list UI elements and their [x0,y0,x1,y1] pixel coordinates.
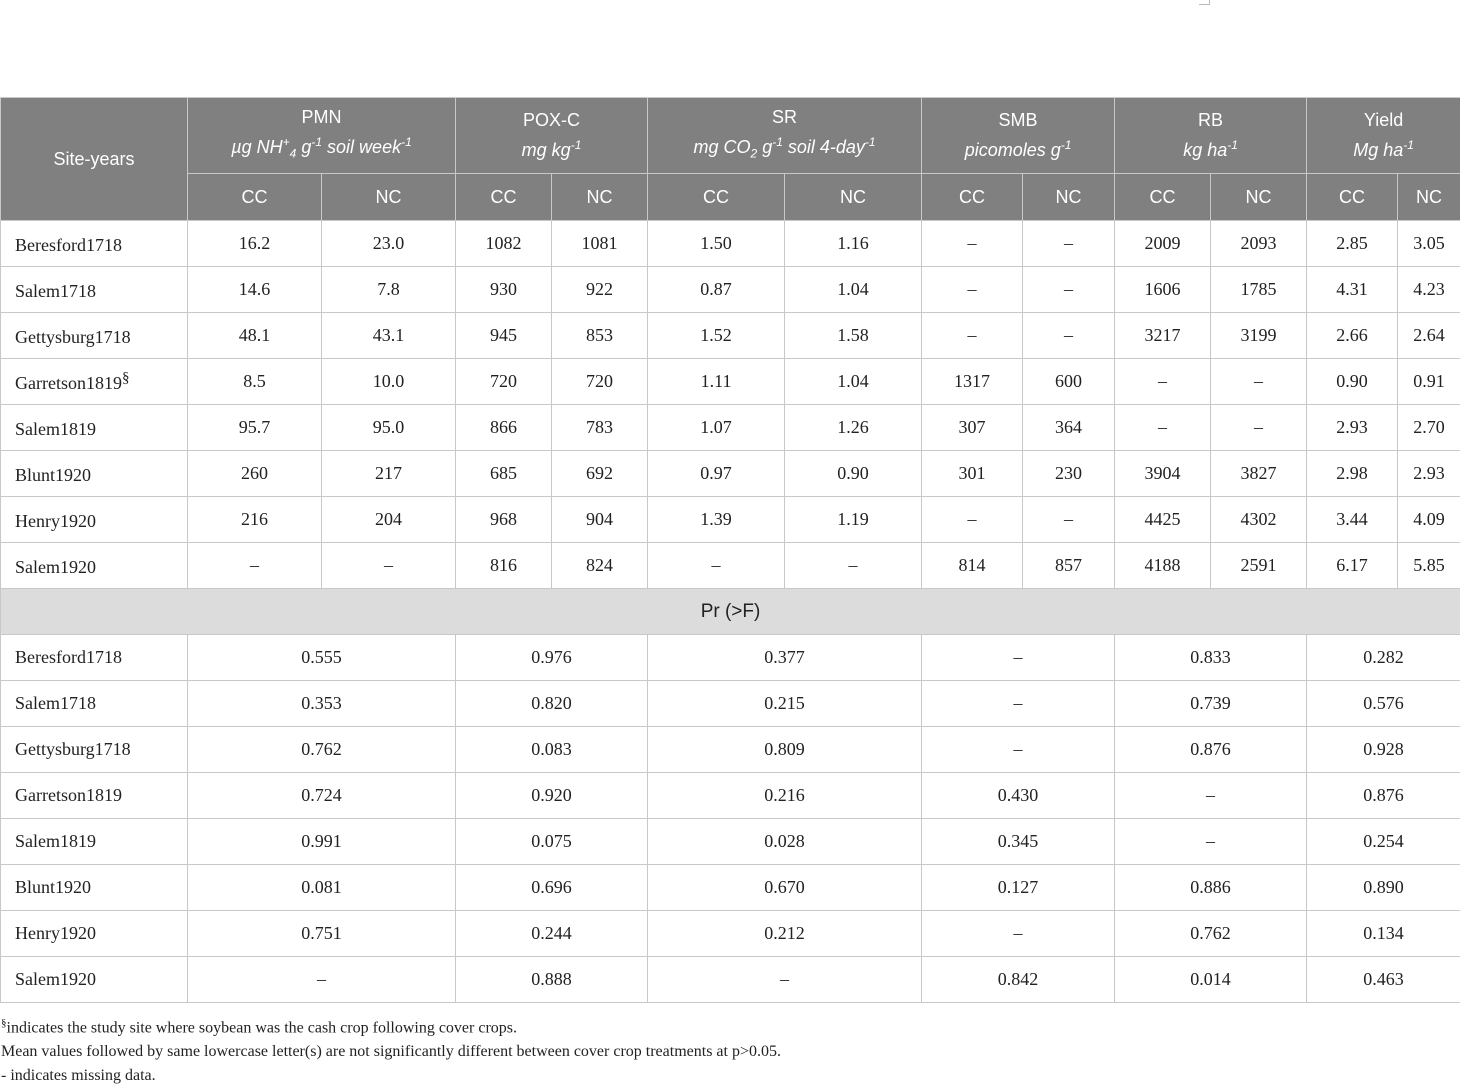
cell-rb-cc: 1606 [1115,267,1211,313]
cell-pmn-p: 0.991 [188,819,456,865]
rb-unit: kg $ha^{-1}$ [1115,133,1306,163]
cell-sr-cc: 0.97 [648,451,785,497]
row-site: Henry1920 [1,497,188,543]
table-row [1,819,1460,865]
poxc-name: POX-C [456,108,647,133]
cell-poxc-nc: 720 [552,359,648,405]
cell-rb-p: 0.014 [1115,957,1307,1003]
cell-pmn-cc: 16.2 [188,221,322,267]
footnote-soybean: §indicates the study site where soybean was the cash crop following cover crops. [1,1011,1460,1040]
row-site: Garretson1819 [1,773,188,819]
row-site: Salem1920 [1,957,188,1003]
table-row [1,957,1460,1003]
cell-rb-nc: – [1211,359,1307,405]
cell-pmn-nc: 23.0 [322,221,456,267]
row-site: Henry1920 [1,911,188,957]
cell-poxc-nc: 1081 [552,221,648,267]
header-nc: NC [785,174,922,221]
cell-poxc-p: 0.976 [456,635,648,681]
cell-pmn-cc: 95.7 [188,405,322,451]
cell-poxc-cc: 1082 [456,221,552,267]
cell-yield-nc: 2.93 [1398,451,1460,497]
cell-pmn-cc: 216 [188,497,322,543]
cell-yield-p: 0.928 [1307,727,1460,773]
cell-smb-p: 0.842 [922,957,1115,1003]
cell-pmn-cc: 8.5 [188,359,322,405]
cell-sr-cc: 1.11 [648,359,785,405]
cell-sr-p: 0.028 [648,819,922,865]
header-smb [922,98,1115,174]
cell-yield-p: 0.576 [1307,681,1460,727]
cell-poxc-cc: 816 [456,543,552,589]
cell-smb-nc: – [1023,313,1115,359]
row-site: Gettysburg1718 [1,313,188,359]
sr-unit: mg $CO_2$ $g^{-1}$ soil 4-day$^{-1}$ [648,130,921,167]
cell-rb-nc: 4302 [1211,497,1307,543]
cell-rb-nc: 3199 [1211,313,1307,359]
poxc-unit: mg $kg^{-1}$ [456,133,647,163]
cell-yield-p: 0.463 [1307,957,1460,1003]
footnote-missing: - indicates missing data. [1,1064,1460,1088]
cell-smb-p: – [922,635,1115,681]
yield-name: Yield [1307,108,1460,133]
header-cc: CC [456,174,552,221]
table-row [1,727,1460,773]
cell-sr-cc: 0.87 [648,267,785,313]
cell-poxc-nc: 904 [552,497,648,543]
row-site: Beresford1718 [1,635,188,681]
cell-poxc-cc: 945 [456,313,552,359]
cell-smb-nc: – [1023,221,1115,267]
cell-smb-p: – [922,681,1115,727]
cell-yield-cc: 2.98 [1307,451,1398,497]
cell-poxc-nc: 853 [552,313,648,359]
cell-smb-nc: 364 [1023,405,1115,451]
cell-pmn-cc: – [188,543,322,589]
cell-smb-cc: – [922,313,1023,359]
cell-pmn-cc: 260 [188,451,322,497]
cell-rb-cc: 3217 [1115,313,1211,359]
table-row [1,865,1460,911]
cell-smb-cc: 307 [922,405,1023,451]
table-footnotes [0,1003,1460,1088]
header-cc: CC [648,174,785,221]
cell-pmn-nc: 10.0 [322,359,456,405]
cell-smb-nc: 600 [1023,359,1115,405]
smb-unit: picomoles $g^{-1}$ [922,133,1114,163]
cell-sr-p: 0.212 [648,911,922,957]
table-row [1,911,1460,957]
cell-yield-cc: 3.44 [1307,497,1398,543]
cell-rb-nc: 2591 [1211,543,1307,589]
cell-rb-nc: 3827 [1211,451,1307,497]
cell-rb-cc: – [1115,359,1211,405]
cell-yield-nc: 2.64 [1398,313,1460,359]
cell-smb-nc: – [1023,267,1115,313]
cell-sr-p: 0.377 [648,635,922,681]
cell-sr-cc: 1.52 [648,313,785,359]
cell-sr-p: 0.216 [648,773,922,819]
cell-pmn-p: 0.555 [188,635,456,681]
cell-smb-cc: – [922,497,1023,543]
top-margin [0,0,1460,97]
cell-rb-cc: 4188 [1115,543,1211,589]
cell-poxc-nc: 922 [552,267,648,313]
cell-smb-p: 0.127 [922,865,1115,911]
cell-poxc-p: 0.820 [456,681,648,727]
cell-yield-nc: 0.91 [1398,359,1460,405]
cell-sr-nc: 1.58 [785,313,922,359]
header-poxc [456,98,648,174]
cell-pmn-p: 0.724 [188,773,456,819]
cell-smb-cc: – [922,267,1023,313]
cell-pmn-nc: 95.0 [322,405,456,451]
row-site: Salem1819 [1,819,188,865]
cell-sr-p: 0.215 [648,681,922,727]
cell-yield-p: 0.890 [1307,865,1460,911]
row-site: Blunt1920 [1,451,188,497]
cell-rb-nc: 1785 [1211,267,1307,313]
cell-sr-p: 0.809 [648,727,922,773]
header-sr [648,98,922,174]
cell-yield-cc: 4.31 [1307,267,1398,313]
cell-yield-nc: 2.70 [1398,405,1460,451]
row-site: Gettysburg1718 [1,727,188,773]
cell-rb-cc: – [1115,405,1211,451]
cell-yield-cc: 6.17 [1307,543,1398,589]
row-site: Garretson1819§ [1,359,188,405]
header-cc: CC [1115,174,1211,221]
cell-rb-nc: 2093 [1211,221,1307,267]
cell-smb-p: – [922,911,1115,957]
cell-rb-p: 0.833 [1115,635,1307,681]
page-corner-mark [1199,0,1210,5]
cell-yield-p: 0.282 [1307,635,1460,681]
table-row [1,635,1460,681]
cell-sr-nc: 1.19 [785,497,922,543]
cell-yield-cc: 2.93 [1307,405,1398,451]
header-cc: CC [188,174,322,221]
cell-poxc-p: 0.696 [456,865,648,911]
cell-pmn-cc: 14.6 [188,267,322,313]
cell-rb-cc: 3904 [1115,451,1211,497]
header-cc: CC [1307,174,1398,221]
cell-smb-p: – [922,727,1115,773]
cell-sr-nc: – [785,543,922,589]
pmn-unit: µg $NH^+_4$ $g^{-1}$ soil week$^{-1}$ [188,130,455,167]
table-row [1,543,1460,589]
cell-pmn-p: 0.751 [188,911,456,957]
cell-sr-p: 0.670 [648,865,922,911]
cell-poxc-cc: 968 [456,497,552,543]
header-rb [1115,98,1307,174]
header-pmn [188,98,456,174]
cell-poxc-p: 0.888 [456,957,648,1003]
cell-smb-nc: – [1023,497,1115,543]
row-site: Salem1920 [1,543,188,589]
cell-rb-p: 0.739 [1115,681,1307,727]
cell-sr-nc: 1.26 [785,405,922,451]
table-row [1,773,1460,819]
cell-poxc-cc: 685 [456,451,552,497]
cell-poxc-p: 0.083 [456,727,648,773]
header-nc: NC [322,174,456,221]
row-site: Blunt1920 [1,865,188,911]
header-nc: NC [552,174,648,221]
header-nc: NC [1211,174,1307,221]
cell-sr-cc: 1.50 [648,221,785,267]
cell-sr-p: – [648,957,922,1003]
section-row-probability [1,589,1460,635]
header-cc: CC [922,174,1023,221]
cell-poxc-cc: 720 [456,359,552,405]
table-row [1,681,1460,727]
cell-sr-nc: 0.90 [785,451,922,497]
cell-yield-cc: 2.66 [1307,313,1398,359]
yield-unit: Mg $ha^{-1}$ [1307,133,1460,163]
cell-smb-cc: 301 [922,451,1023,497]
cell-rb-p: 0.886 [1115,865,1307,911]
cell-rb-nc: – [1211,405,1307,451]
cell-pmn-cc: 48.1 [188,313,322,359]
header-yield [1307,98,1460,174]
cell-poxc-cc: 866 [456,405,552,451]
table-row [1,451,1460,497]
cell-sr-cc: 1.39 [648,497,785,543]
cell-rb-p: 0.876 [1115,727,1307,773]
sr-name: SR [648,105,921,130]
table-row [1,497,1460,543]
cell-sr-cc: 1.07 [648,405,785,451]
row-site: Salem1718 [1,267,188,313]
cell-pmn-nc: – [322,543,456,589]
cell-pmn-p: 0.762 [188,727,456,773]
cell-smb-p: 0.345 [922,819,1115,865]
header-row-treatments [1,174,1460,221]
row-site: Beresford1718 [1,221,188,267]
cell-pmn-p: 0.081 [188,865,456,911]
cell-pmn-nc: 204 [322,497,456,543]
cell-poxc-nc: 692 [552,451,648,497]
cell-pmn-nc: 217 [322,451,456,497]
smb-name: SMB [922,108,1114,133]
cell-rb-p: 0.762 [1115,911,1307,957]
cell-smb-cc: 1317 [922,359,1023,405]
table-row [1,267,1460,313]
cell-sr-cc: – [648,543,785,589]
cell-poxc-cc: 930 [456,267,552,313]
results-table [0,97,1460,1003]
cell-pmn-p: – [188,957,456,1003]
header-nc: NC [1023,174,1115,221]
cell-pmn-nc: 43.1 [322,313,456,359]
cell-poxc-nc: 824 [552,543,648,589]
cell-yield-cc: 2.85 [1307,221,1398,267]
header-row-variables [1,98,1460,174]
cell-rb-cc: 4425 [1115,497,1211,543]
footnote-significance: Mean values followed by same lowercase letter(s) are not significantly different between cover crop treatments at p>0.05. [1,1040,1460,1064]
cell-smb-cc: – [922,221,1023,267]
cell-poxc-p: 0.920 [456,773,648,819]
section-label: Pr (>F) [1,589,1460,635]
table-row [1,221,1460,267]
cell-yield-p: 0.876 [1307,773,1460,819]
cell-poxc-p: 0.075 [456,819,648,865]
cell-rb-p: – [1115,819,1307,865]
pmn-name: PMN [188,105,455,130]
cell-yield-nc: 3.05 [1398,221,1460,267]
header-site-years: Site-years [1,98,188,221]
cell-rb-p: – [1115,773,1307,819]
cell-yield-nc: 5.85 [1398,543,1460,589]
table-row [1,313,1460,359]
cell-yield-cc: 0.90 [1307,359,1398,405]
cell-poxc-p: 0.244 [456,911,648,957]
cell-yield-p: 0.134 [1307,911,1460,957]
rb-name: RB [1115,108,1306,133]
row-site: Salem1718 [1,681,188,727]
table-row [1,405,1460,451]
cell-smb-cc: 814 [922,543,1023,589]
cell-pmn-nc: 7.8 [322,267,456,313]
cell-poxc-nc: 783 [552,405,648,451]
cell-smb-nc: 857 [1023,543,1115,589]
cell-rb-cc: 2009 [1115,221,1211,267]
cell-smb-nc: 230 [1023,451,1115,497]
header-nc: NC [1398,174,1460,221]
cell-pmn-p: 0.353 [188,681,456,727]
cell-sr-nc: 1.16 [785,221,922,267]
row-site: Salem1819 [1,405,188,451]
cell-yield-nc: 4.09 [1398,497,1460,543]
cell-sr-nc: 1.04 [785,267,922,313]
cell-smb-p: 0.430 [922,773,1115,819]
table-row [1,359,1460,405]
cell-yield-p: 0.254 [1307,819,1460,865]
cell-sr-nc: 1.04 [785,359,922,405]
cell-yield-nc: 4.23 [1398,267,1460,313]
